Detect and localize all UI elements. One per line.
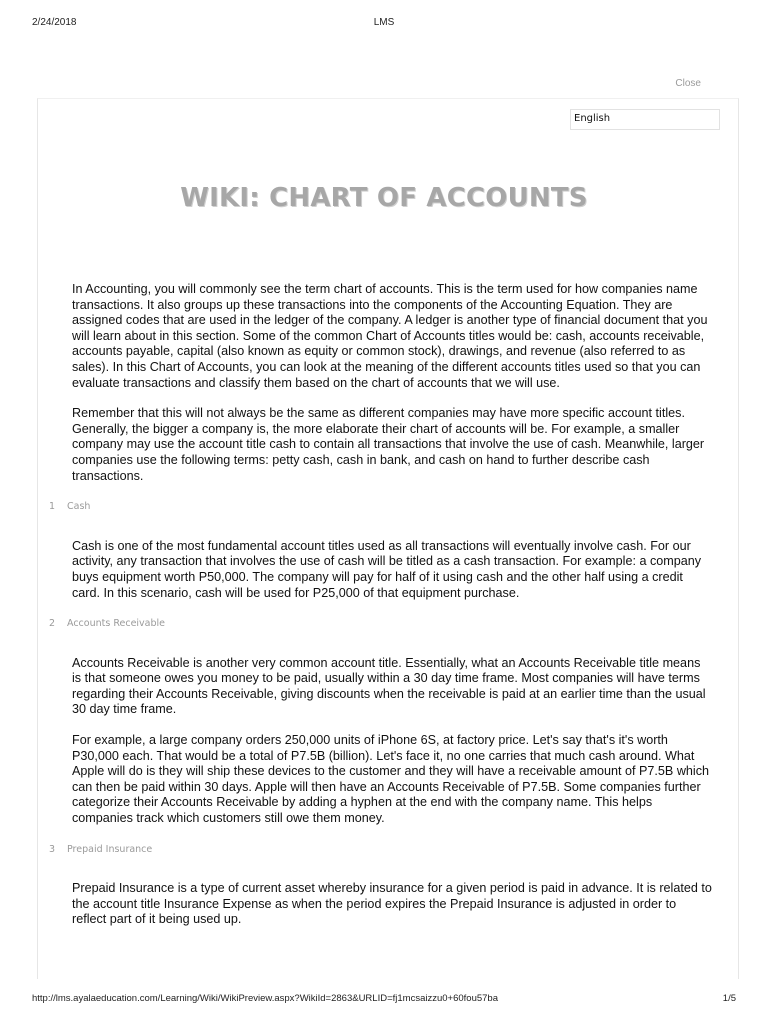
section-number: 2 (49, 618, 56, 630)
intro-paragraph: In Accounting, you will commonly see the term chart of accounts. This is the term used for how companies name transactions. It also groups up these transactions into the components of the Accounting Equation. They are assigned codes that are used in the ledger of the company. A ledger is another type of financial document that you will learn about in this section. Some of the common Chart of Accounts titles would be: cash, accounts receivable, accounts payable, capital (also known as equity or common stock), drawings, and revenue (also referred to as sales). In this Chart of Accounts, you can look at the meaning of the different accounts titles used so that you can evaluate transactions and classify them based on the chart of accounts that we will use. (72, 282, 708, 390)
section-number: 3 (49, 843, 56, 855)
print-date: 2/24/2018 (32, 17, 77, 28)
footer-url: http://lms.ayalaeducation.com/Learning/Wiki/WikiPreview.aspx?WikiId=2863&URLID=fj1mcsaizzu0+60fou57ba (32, 993, 498, 1004)
section-heading-cash (49, 499, 712, 515)
section-paragraph: For example, a large company orders 250,000 units of iPhone 6S, at factory price. Let's say that's it's worth P30,000 each. That would be a total of P7.5B (billion). Let's face it, no one carries that much cash around. What Apple will do is they will ship these devices to the customer and they will have a receivable amount of P7.5B which can then be paid within 30 days. Apple will then have an Accounts Receivable of P7.5B. Some companies further categorize their Accounts Receivable by adding a hyphen at the end with the company name. This helps companies track which customers still owe them money. (72, 733, 710, 826)
intro-paragraph: Remember that this will not always be the same as different companies may have more specific account titles. Generally, the bigger a company is, the more elaborate their chart of accounts will be. For example, a smaller company may use the account title cash to contain all transactions that involve the use of cash. Meanwhile, larger companies use the following terms: petty cash, cash in bank, and cash on hand to further describe cash transactions. (72, 406, 705, 483)
article-body (49, 282, 712, 943)
section-heading-accounts-receivable (49, 616, 712, 632)
language-select[interactable]: English (570, 109, 720, 130)
section-title: Prepaid Insurance (67, 843, 153, 855)
section-title: Accounts Receivable (67, 618, 166, 630)
section-paragraph: Cash is one of the most fundamental account titles used as all transactions will eventually involve cash. For our activity, any transaction that involves the use of cash will be titled as a cash transaction. For example: a company buys equipment worth P50,000. The company will pay for half of it using cash and the other half using a credit card. In this scenario, cash will be used for P25,000 of that equipment purchase. (72, 538, 702, 600)
print-header (0, 0, 768, 40)
section-heading-prepaid-insurance (49, 842, 712, 858)
close-link[interactable]: Close (675, 78, 701, 89)
section-paragraph: Accounts Receivable is another very common account title. Essentially, what an Accounts Receivable title means is that someone owes you money to be paid, usually within a 30 day time frame. Most companies will have terms regarding their Accounts Receivable, giving discounts when the receivable is paid at an earlier time than the usual 30 day time frame. (72, 655, 706, 717)
print-title: LMS (373, 17, 395, 28)
section-paragraph: Prepaid Insurance is a type of current asset whereby insurance for a given period is paid in advance. It is related to the account title Insurance Expense as when the period expires the Prepaid Insurance is adjusted in order to reflect part of it being used up. (72, 881, 712, 927)
section-title: Cash (67, 501, 91, 513)
section-number: 1 (49, 501, 56, 513)
page-number: 1/5 (722, 993, 736, 1004)
page-title: WIKI: CHART OF ACCOUNTS (180, 183, 588, 213)
